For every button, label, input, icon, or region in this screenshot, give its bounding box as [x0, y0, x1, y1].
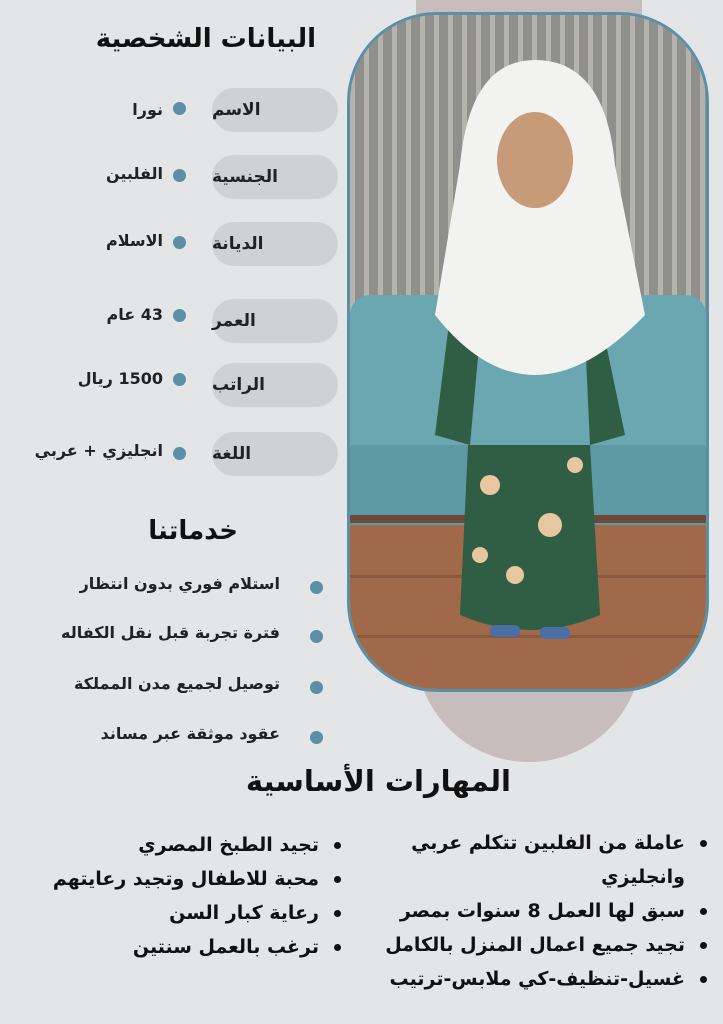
personal-data-title: البيانات الشخصية — [95, 24, 316, 54]
service-item: توصيل لجميع مدن المملكة — [73, 674, 280, 693]
field-label: الراتب — [212, 363, 338, 407]
services-title: خدماتنا — [148, 516, 238, 546]
bullet-dot — [310, 731, 323, 744]
bullet-dot — [173, 102, 186, 115]
field-value: انجليزي + عربي — [34, 441, 163, 460]
skills-list-left — [0, 828, 345, 964]
field-value: نورا — [132, 100, 163, 119]
bullet-dot — [173, 447, 186, 460]
field-label: الاسم — [212, 88, 338, 132]
skill-item: عاملة من الفلبين تتكلم عربي وانجليزي — [356, 826, 711, 894]
profile-photo — [347, 12, 709, 692]
skill-item: تجيد الطبخ المصري — [0, 828, 345, 862]
field-label: الجنسية — [212, 155, 338, 199]
skills-title: المهارات الأساسية — [245, 764, 511, 798]
skill-item: غسيل-تنظيف-كي ملابس-ترتيب — [356, 962, 711, 996]
bullet-dot — [173, 309, 186, 322]
bullet-dot — [310, 681, 323, 694]
skill-item: سبق لها العمل 8 سنوات بمصر — [356, 894, 711, 928]
service-item: فترة تجربة قبل نقل الكفاله — [60, 623, 280, 642]
skill-item: محبة للاطفال وتجيد رعايتهم — [0, 862, 345, 896]
bullet-dot — [173, 373, 186, 386]
bullet-dot — [173, 236, 186, 249]
field-value: 1500 ريال — [77, 369, 163, 388]
bullet-dot — [310, 630, 323, 643]
skill-item: رعاية كبار السن — [0, 896, 345, 930]
skills-list-right — [356, 826, 711, 996]
field-label: العمر — [212, 299, 338, 343]
skill-item: ترغب بالعمل سنتين — [0, 930, 345, 964]
bullet-dot — [310, 581, 323, 594]
field-value: الاسلام — [105, 231, 163, 250]
skill-item: تجيد جميع اعمال المنزل بالكامل — [356, 928, 711, 962]
field-value: الفلبين — [106, 164, 163, 183]
service-item: عقود موثقة عبر مساند — [100, 724, 280, 743]
field-label: الديانة — [212, 222, 338, 266]
bullet-dot — [173, 169, 186, 182]
field-label: اللغة — [212, 432, 338, 476]
service-item: استلام فوري بدون انتظار — [79, 574, 280, 593]
field-value: 43 عام — [106, 305, 163, 324]
worker-photo-illustration — [350, 15, 706, 689]
